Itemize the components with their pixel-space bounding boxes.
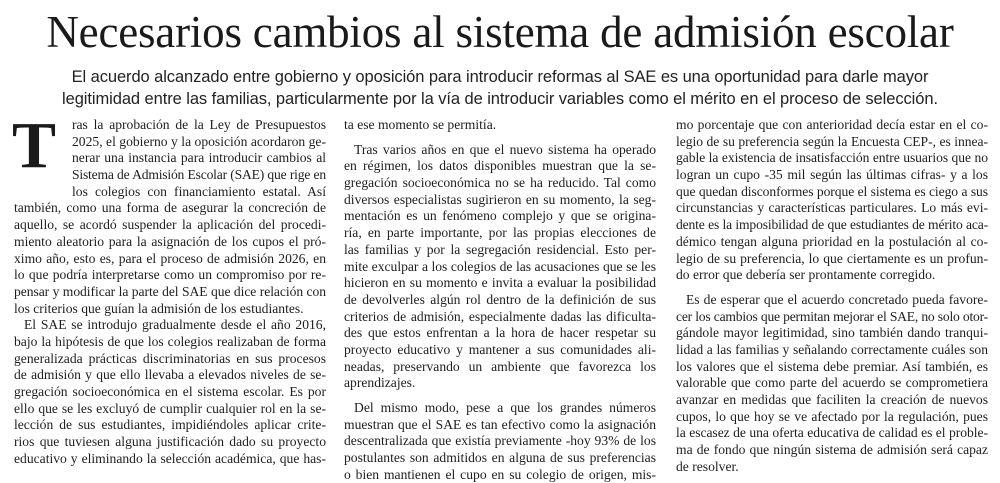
text-line: los colegios con financiamiento estatal. Así: [72, 183, 326, 199]
text-line: criterios de admisión, especialmente dadas las dificulta-: [344, 308, 656, 324]
text-line: diversos especialistas sugirieron en su momento, la seg-: [344, 191, 656, 207]
text-line: aprendizajes.: [344, 375, 416, 391]
text-line: Del mismo modo, pese a que los grandes números: [354, 400, 656, 415]
text-line: circunstancias y características particulares. Lo más evi-: [676, 200, 988, 216]
text-line: proyecto educativo y mantener a sus comunidades ali-: [344, 341, 656, 357]
standfirst-line: legitimidad entre las familias, particularmente por la vía de introducir variables como el mérito en el proceso de selección.: [62, 89, 938, 108]
text-line: cer los cambios que permitan mejorar el SAE, no solo otor-: [676, 308, 988, 324]
text-line: mentación es un fenómeno complejo y que se origina-: [344, 208, 656, 224]
text-line: de admisión y que ello llevaba a elevados niveles de se-: [14, 367, 326, 383]
text-line: ría, en parte importante, por las propias elecciones de: [344, 225, 656, 241]
text-line: dente es la imposibilidad de que estudiantes de mérito aca-: [676, 217, 988, 233]
text-line: gándole mayor legitimidad, sino también dando tranqui-: [676, 325, 988, 341]
text-line: la escasez de una oferta educativa de calidad es el proble-: [676, 425, 988, 441]
text-line: ras la aprobación de la Ley de Presupuestos: [72, 117, 326, 132]
standfirst: [0, 67, 1000, 110]
text-line: pensar y modificar la parte del SAE que dice relación con: [14, 283, 326, 299]
text-line: gable la existencia de insatisfacción entre usuarios que no: [676, 150, 988, 166]
drop-cap: T: [12, 109, 57, 182]
text-line: lección de sus estudiantes, impidiéndoles aplicar crite-: [14, 417, 326, 433]
text-line: des que estos enfrentan a la hora de hacer respetar su: [344, 325, 656, 341]
text-line: avanzar en medidas que faciliten la creación de nuevos: [676, 392, 988, 407]
text-line: miento aleatorio para la asignación de los cupos el pró-: [14, 233, 326, 249]
text-line: o bien mantienen el cupo en su colegio de origen, mis-: [344, 466, 656, 482]
text-line: legio de su preferencia según la Encuesta CEP-, es innea-: [676, 133, 988, 149]
text-line: lidad a las familias y señalando correctamente cuáles son: [676, 341, 988, 357]
text-line: démico tengan alguna prioridad en la postulación al co-: [676, 233, 988, 249]
text-line: 2025, el gobierno y la oposición acordaron ge-: [72, 133, 326, 149]
paragraph-gap: [344, 134, 656, 142]
text-line: gregación socioeconómica no se ha reducido. Tal como: [344, 175, 656, 191]
text-line: hicieron en su momento e invita a evaluar la posibilidad: [344, 275, 656, 291]
text-line: logran un cupo -35 mil según las últimas cifras- y a los: [676, 167, 988, 183]
text-line: nerar una instancia para introducir cambios al: [72, 150, 326, 166]
text-line: neadas, preservando un ambiente que favorezca los: [344, 358, 656, 374]
text-line: Es de esperar que el acuerdo concretado pueda favore-: [686, 291, 988, 307]
standfirst-line: El acuerdo alcanzado entre gobierno y oposición para introducir reformas al SAE es una oportunidad para darle mayor: [71, 68, 929, 86]
first-paragraph: [12, 109, 326, 317]
text-line: Sistema de Admisión Escolar (SAE) que rige en: [72, 167, 326, 183]
text-line: en régimen, los datos disponibles muestran que la se-: [344, 158, 656, 174]
text-line: legio de su preferencia, lo que ciertamente es un profun-: [676, 250, 988, 266]
headline: Necesarios cambios al sistema de admisión escolar: [46, 7, 954, 57]
text-line: rios que tuviesen alguna justificación dado su proyecto: [14, 434, 326, 450]
text-line: mite exculpar a los colegios de las acusaciones que se les: [344, 258, 656, 274]
text-line: de devolverles algún rol dentro de la definición de sus: [344, 291, 656, 307]
text-line: generalizada prácticas discriminatorias en sus procesos: [14, 350, 326, 366]
text-line: cupos, lo que hoy se ve afectado por la regulación, pues: [676, 408, 988, 424]
text-line: bajo la hipótesis de que los colegios realizaban de forma: [14, 333, 326, 349]
text-line: valorable que como parte del acuerdo se comprometiera: [676, 375, 988, 391]
text-line: muestran que el SAE es tan efectivo como la asignación: [344, 416, 656, 432]
text-line: ello que se les excluyó de cumplir cualquier rol en la se-: [14, 400, 326, 416]
text-line: postulantes son admitidos en alguna de sus preferencias: [344, 450, 656, 466]
article-column-1: [12, 109, 326, 467]
text-line: ma de fondo que ningún sistema de admisión será capaz: [676, 442, 988, 458]
text-line: lo que podría interpretarse como un compromiso por re-: [14, 267, 326, 283]
article-column-2: [344, 117, 656, 483]
text-line: gregación socioeconómica en el sistema escolar. Es por: [14, 384, 326, 399]
text-line: descentralizada que existía previamente -hoy 93% de los: [344, 433, 656, 449]
article-column-3: [676, 117, 988, 475]
text-line: los valores que el sistema debe premiar. Así también, es: [676, 358, 988, 374]
text-line: ximo año, esto es, para el proceso de admisión 2026, en: [14, 250, 326, 266]
paragraph-gap: [676, 284, 988, 292]
text-line: Tras varios años en que el nuevo sistema ha operado: [354, 141, 656, 157]
paragraph-gap: [344, 392, 656, 400]
text-line: los criterios que guían la admisión de los estudiantes.: [14, 300, 304, 316]
text-line: también, como una forma de asegurar la concreción de: [14, 200, 326, 216]
text-line: que quedan disconformes porque el sistema es ciego a sus: [676, 183, 988, 199]
text-line: educativo y eliminando la selección académica, que has-: [14, 450, 326, 466]
text-line: El SAE se introdujo gradualmente desde el año 2016,: [24, 317, 326, 333]
text-line: las familias y por la segregación residencial. Esto per-: [344, 241, 656, 257]
text-line: do error que debería ser prontamente corregido.: [676, 267, 936, 283]
text-line: aquello, se acordó suspender la aplicación del procedi-: [14, 217, 326, 233]
text-line: mo porcentaje que con anterioridad decía estar en el co-: [676, 117, 988, 132]
text-line: ta ese momento se permitía.: [344, 117, 497, 132]
text-line: de resolver.: [676, 458, 739, 474]
